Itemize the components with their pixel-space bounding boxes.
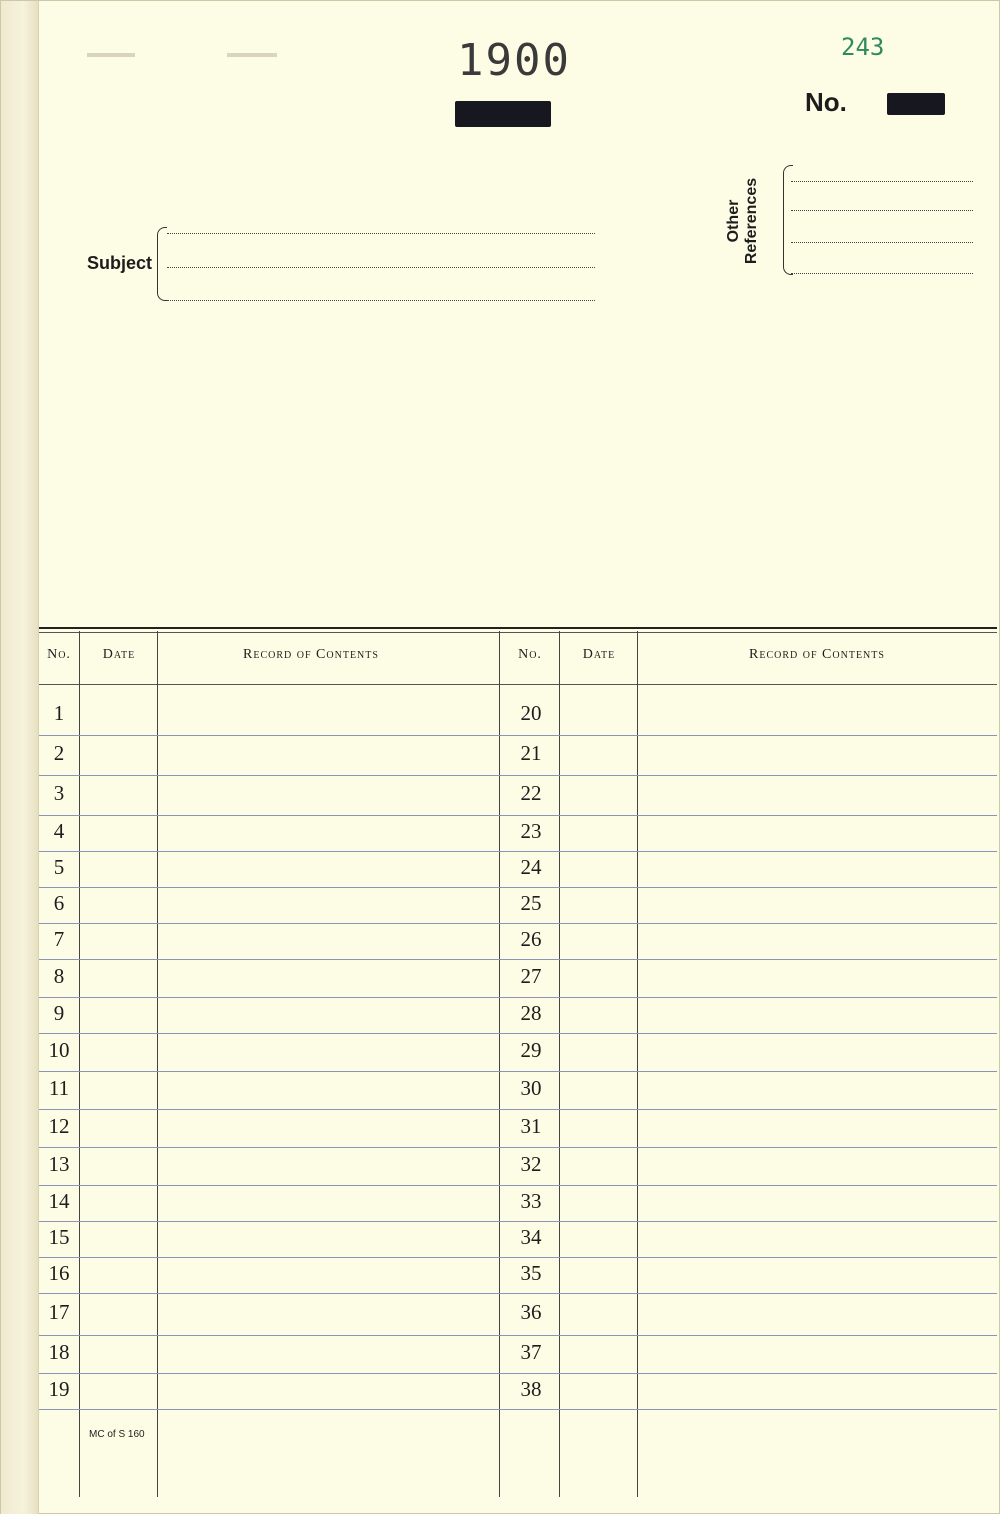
row-number: 3 bbox=[53, 781, 65, 805]
stamp-number: 243 bbox=[841, 33, 885, 61]
row-number: 34 bbox=[520, 1225, 542, 1249]
row-rule bbox=[39, 1033, 997, 1034]
row-number: 38 bbox=[520, 1377, 542, 1401]
subject-line[interactable] bbox=[167, 233, 595, 234]
header-record: Record of Contents bbox=[749, 647, 885, 662]
column-divider bbox=[559, 631, 560, 1497]
row-number: 25 bbox=[520, 891, 542, 915]
row-number: 33 bbox=[520, 1189, 542, 1213]
smudge-mark bbox=[227, 53, 277, 57]
row-number: 21 bbox=[520, 741, 542, 765]
number-label: No. bbox=[805, 87, 847, 117]
row-number: 5 bbox=[53, 855, 65, 879]
row-number: 31 bbox=[520, 1114, 542, 1138]
row-number: 6 bbox=[53, 891, 65, 915]
row-number: 8 bbox=[53, 964, 65, 988]
row-number: 37 bbox=[520, 1340, 542, 1364]
reference-line[interactable] bbox=[791, 210, 973, 211]
row-rule bbox=[39, 1293, 997, 1294]
form-code: MC of S 160 bbox=[89, 1429, 145, 1440]
row-rule bbox=[39, 1221, 997, 1222]
row-rule bbox=[39, 1109, 997, 1110]
row-number: 36 bbox=[520, 1300, 542, 1324]
row-rule bbox=[39, 1185, 997, 1186]
row-number: 22 bbox=[520, 781, 542, 805]
row-number: 19 bbox=[48, 1377, 70, 1401]
row-rule bbox=[39, 1257, 997, 1258]
redaction-block bbox=[887, 93, 945, 115]
row-rule bbox=[39, 1335, 997, 1336]
column-divider bbox=[79, 631, 80, 1497]
row-number: 7 bbox=[53, 927, 65, 951]
column-divider bbox=[499, 631, 500, 1497]
column-divider bbox=[637, 631, 638, 1497]
row-number: 28 bbox=[520, 1001, 542, 1025]
row-number: 14 bbox=[48, 1189, 70, 1213]
row-number: 30 bbox=[520, 1076, 542, 1100]
row-rule bbox=[39, 1147, 997, 1148]
row-number: 24 bbox=[520, 855, 542, 879]
row-number: 29 bbox=[520, 1038, 542, 1062]
row-rule bbox=[39, 1409, 997, 1410]
header-bottom-rule bbox=[39, 684, 997, 685]
header-no: No. bbox=[518, 647, 542, 662]
row-number: 16 bbox=[48, 1261, 70, 1285]
row-rule bbox=[39, 1373, 997, 1374]
file-year: 1900 bbox=[457, 35, 571, 86]
binding-strip bbox=[1, 1, 39, 1514]
row-rule bbox=[39, 887, 997, 888]
row-rule bbox=[39, 815, 997, 816]
subject-line[interactable] bbox=[167, 267, 595, 268]
row-number: 15 bbox=[48, 1225, 70, 1249]
row-rule bbox=[39, 923, 997, 924]
row-rule bbox=[39, 959, 997, 960]
subject-brace bbox=[157, 227, 167, 301]
other-references-label: Other References bbox=[725, 177, 760, 265]
table-top-rule bbox=[39, 632, 997, 633]
header-record: Record of Contents bbox=[243, 647, 379, 662]
reference-line[interactable] bbox=[791, 273, 973, 274]
row-number: 4 bbox=[53, 819, 65, 843]
row-number: 1 bbox=[53, 701, 65, 725]
row-number: 11 bbox=[48, 1076, 70, 1100]
row-number: 2 bbox=[53, 741, 65, 765]
reference-line[interactable] bbox=[791, 181, 973, 182]
column-divider bbox=[157, 631, 158, 1497]
header-no: No. bbox=[47, 647, 71, 662]
row-number: 32 bbox=[520, 1152, 542, 1176]
subject-label: Subject bbox=[87, 253, 153, 273]
row-number: 20 bbox=[520, 701, 542, 725]
row-rule bbox=[39, 775, 997, 776]
redaction-block bbox=[455, 101, 551, 127]
row-rule bbox=[39, 1071, 997, 1072]
row-number: 9 bbox=[53, 1001, 65, 1025]
row-number: 12 bbox=[48, 1114, 70, 1138]
row-number: 18 bbox=[48, 1340, 70, 1364]
header-date: Date bbox=[582, 647, 616, 662]
row-number: 17 bbox=[48, 1300, 70, 1324]
row-number: 23 bbox=[520, 819, 542, 843]
row-number: 35 bbox=[520, 1261, 542, 1285]
row-rule bbox=[39, 851, 997, 852]
row-number: 26 bbox=[520, 927, 542, 951]
header-date: Date bbox=[102, 647, 136, 662]
reference-line[interactable] bbox=[791, 242, 973, 243]
row-number: 27 bbox=[520, 964, 542, 988]
subject-line[interactable] bbox=[167, 300, 595, 301]
smudge-mark bbox=[87, 53, 135, 57]
row-number: 13 bbox=[48, 1152, 70, 1176]
row-rule bbox=[39, 997, 997, 998]
row-rule bbox=[39, 735, 997, 736]
row-number: 10 bbox=[48, 1038, 70, 1062]
table-top-rule bbox=[39, 627, 997, 629]
